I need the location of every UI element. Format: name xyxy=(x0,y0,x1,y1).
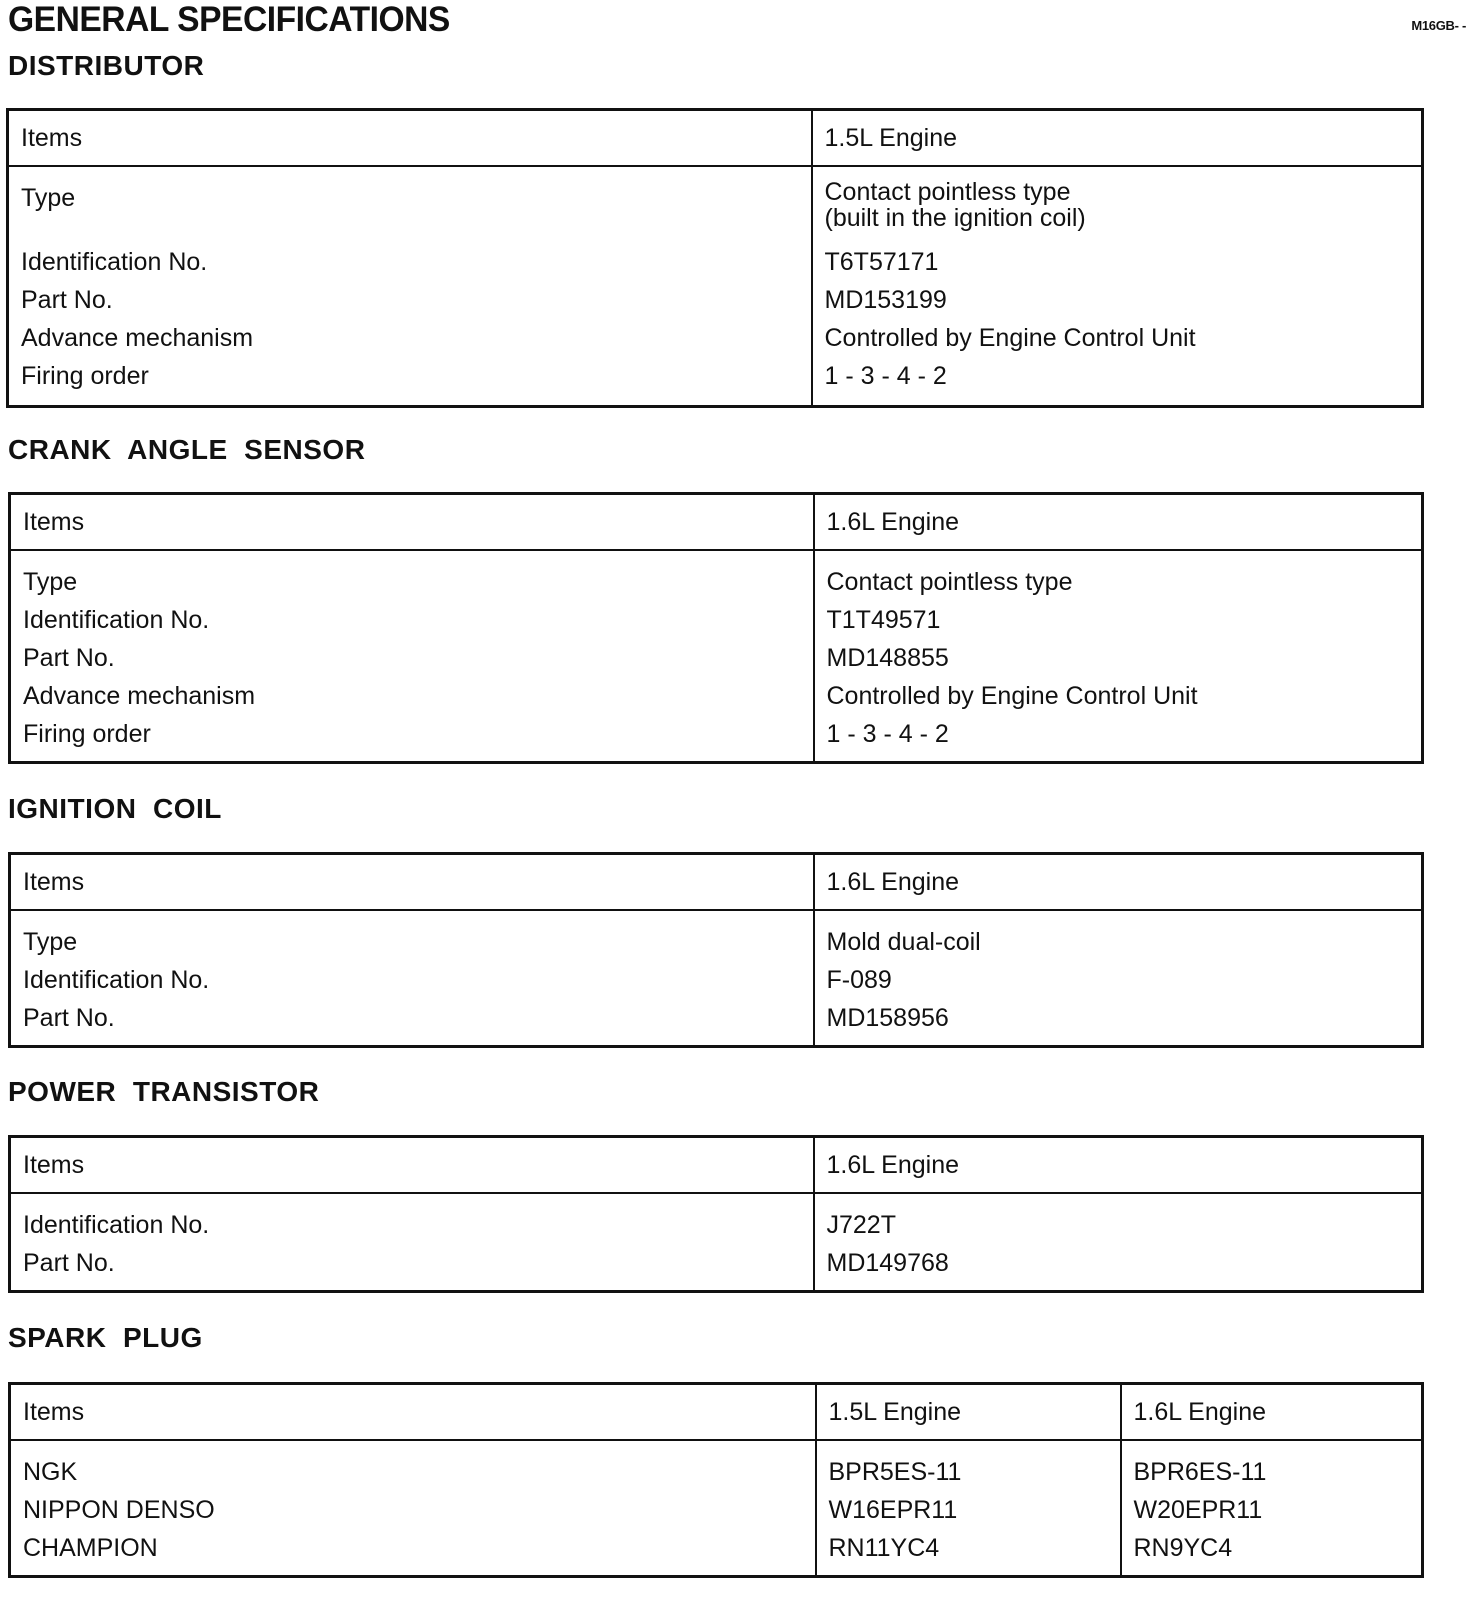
row-value-firing: 1 - 3 - 4 - 2 xyxy=(826,720,949,748)
spark-plug-heading: SPARK PLUG xyxy=(8,1322,203,1353)
row-value-type: Mold dual-coil xyxy=(826,928,981,956)
table-body-row xyxy=(10,550,1423,763)
row-value-type-note: (built in the ignition coil) xyxy=(824,204,1086,232)
header-engine: 1.6L Engine xyxy=(814,1137,1423,1194)
row-value-identification: T6T57171 xyxy=(824,248,939,276)
crank-angle-sensor-table xyxy=(8,492,1424,764)
row-label-firing: Firing order xyxy=(21,362,149,390)
row-value-type: Contact pointless type xyxy=(824,178,1071,206)
value-column xyxy=(814,1193,1423,1292)
header-engine-1-5l: 1.5L Engine xyxy=(816,1384,1121,1441)
power-transistor-heading: POWER TRANSISTOR xyxy=(8,1076,320,1107)
row-value-champion-1-5l: RN11YC4 xyxy=(828,1534,940,1562)
row-label-advance: Advance mechanism xyxy=(21,324,254,352)
distributor-heading: DISTRIBUTOR xyxy=(8,50,205,81)
header-items: Items xyxy=(8,110,812,167)
table-body-row xyxy=(10,1193,1423,1292)
row-label-part: Part No. xyxy=(23,1004,115,1032)
row-value-identification: T1T49571 xyxy=(826,606,941,634)
row-value-identification: F-089 xyxy=(826,966,892,994)
row-label-identification: Identification No. xyxy=(23,606,210,634)
header-engine: 1.6L Engine xyxy=(814,854,1423,911)
distributor-table xyxy=(6,108,1424,408)
row-label-firing: Firing order xyxy=(23,720,151,748)
row-label-identification: Identification No. xyxy=(23,1211,210,1239)
row-label-part: Part No. xyxy=(21,286,113,314)
power-transistor-table xyxy=(8,1135,1424,1293)
row-label-identification: Identification No. xyxy=(23,966,210,994)
row-label-ngk: NGK xyxy=(23,1458,78,1486)
row-label-identification: Identification No. xyxy=(21,248,208,276)
row-label-nippon-denso: NIPPON DENSO xyxy=(23,1496,215,1524)
table-header-row xyxy=(8,110,1423,167)
table-header-row xyxy=(10,1137,1423,1194)
row-value-champion-1-6l: RN9YC4 xyxy=(1133,1534,1233,1562)
row-value-nippon-denso-1-6l: W20EPR11 xyxy=(1133,1496,1263,1524)
row-value-type: Contact pointless type xyxy=(826,568,1073,596)
table-body-row xyxy=(8,166,1423,407)
row-value-ngk-1-6l: BPR6ES-11 xyxy=(1133,1458,1267,1486)
row-value-ngk-1-5l: BPR5ES-11 xyxy=(828,1458,962,1486)
row-label-type: Type xyxy=(23,568,78,596)
row-value-advance: Controlled by Engine Control Unit xyxy=(826,682,1198,710)
value-column xyxy=(814,550,1423,763)
label-column xyxy=(10,550,814,763)
row-value-part: MD153199 xyxy=(824,286,947,314)
page-code: M16GB- - xyxy=(1411,18,1466,33)
row-value-advance: Controlled by Engine Control Unit xyxy=(824,324,1196,352)
table-header-row xyxy=(10,1384,1423,1441)
value-column xyxy=(812,166,1423,407)
row-label-advance: Advance mechanism xyxy=(23,682,256,710)
table-header-row xyxy=(10,494,1423,551)
row-value-identification: J722T xyxy=(826,1211,896,1239)
value-column-1-5l xyxy=(816,1440,1121,1577)
crank-angle-sensor-heading: CRANK ANGLE SENSOR xyxy=(8,434,366,465)
label-column xyxy=(10,910,814,1047)
header-items: Items xyxy=(10,1384,816,1441)
row-value-part: MD149768 xyxy=(826,1249,949,1277)
table-body-row xyxy=(10,910,1423,1047)
row-label-type: Type xyxy=(23,928,78,956)
row-value-part: MD148855 xyxy=(826,644,949,672)
spark-plug-table xyxy=(8,1382,1424,1578)
ignition-coil-heading: IGNITION COIL xyxy=(8,793,222,824)
value-column xyxy=(814,910,1423,1047)
table-body-row xyxy=(10,1440,1423,1577)
page-title: GENERAL SPECIFICATIONS xyxy=(8,0,450,39)
header-engine: 1.5L Engine xyxy=(812,110,1423,167)
header-items: Items xyxy=(10,494,814,551)
row-value-part: MD158956 xyxy=(826,1004,949,1032)
value-column-1-6l xyxy=(1121,1440,1423,1577)
label-column xyxy=(10,1440,816,1577)
row-label-part: Part No. xyxy=(23,1249,115,1277)
row-value-nippon-denso-1-5l: W16EPR11 xyxy=(828,1496,958,1524)
row-label-part: Part No. xyxy=(23,644,115,672)
row-value-firing: 1 - 3 - 4 - 2 xyxy=(824,362,947,390)
label-column xyxy=(8,166,812,407)
header-engine-1-6l: 1.6L Engine xyxy=(1121,1384,1423,1441)
ignition-coil-table xyxy=(8,852,1424,1048)
header-engine: 1.6L Engine xyxy=(814,494,1423,551)
row-label-champion: CHAMPION xyxy=(23,1534,158,1562)
header-items: Items xyxy=(10,1137,814,1194)
header-items: Items xyxy=(10,854,814,911)
table-header-row xyxy=(10,854,1423,911)
label-column xyxy=(10,1193,814,1292)
row-label-type: Type xyxy=(21,184,76,212)
